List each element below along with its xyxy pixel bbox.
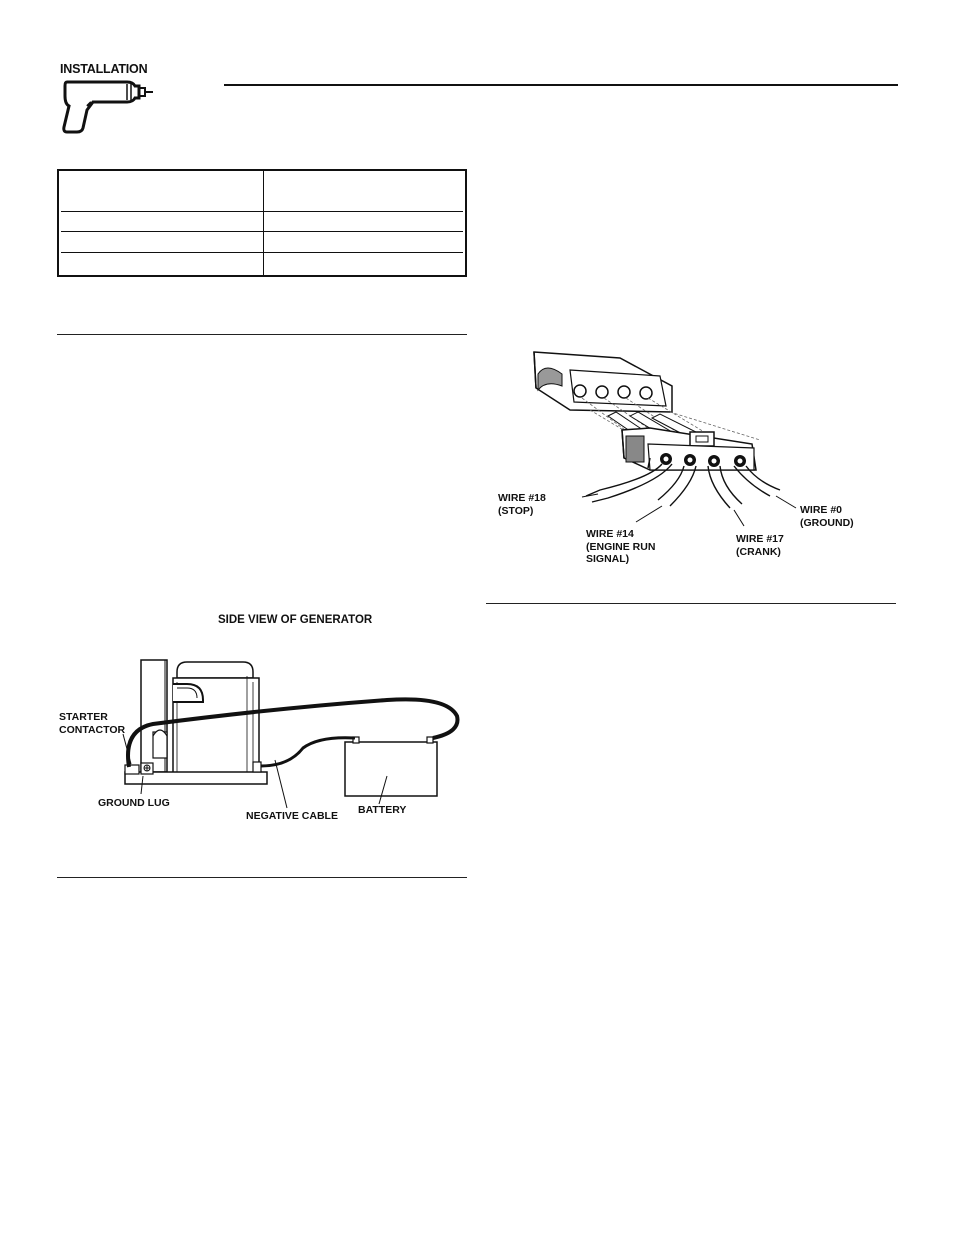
wire0-label: WIRE #0 (GROUND) <box>800 504 854 529</box>
spec-table <box>57 169 467 277</box>
section-header <box>57 62 167 130</box>
drill-icon <box>57 76 157 136</box>
figure-title: SIDE VIEW OF GENERATOR <box>218 614 373 626</box>
section-rule <box>57 334 467 335</box>
wire17-label: WIRE #17 (CRANK) <box>736 533 784 558</box>
section-rule <box>486 603 896 604</box>
table-row-divider <box>61 211 463 212</box>
connector-drawing <box>490 340 890 580</box>
generator-figure <box>57 612 467 832</box>
connector-figure <box>490 340 890 580</box>
battery-label: BATTERY <box>358 804 407 816</box>
section-label: INSTALLATION <box>60 62 148 76</box>
starter-contactor-label: STARTER CONTACTOR <box>59 711 126 736</box>
negative-cable-label: NEGATIVE CABLE <box>246 810 338 822</box>
table-row-divider <box>61 252 463 253</box>
table-edge-left <box>57 171 59 275</box>
wire18-label: WIRE #18 (STOP) <box>498 492 546 517</box>
table-edge-right <box>465 171 467 275</box>
section-rule <box>57 877 467 878</box>
table-column-divider <box>263 171 264 275</box>
wire14-label: WIRE #14 (ENGINE RUN SIGNAL) <box>586 528 656 565</box>
table-row-divider <box>61 231 463 232</box>
header-rule <box>224 84 898 86</box>
ground-lug-label: GROUND LUG <box>98 797 170 809</box>
